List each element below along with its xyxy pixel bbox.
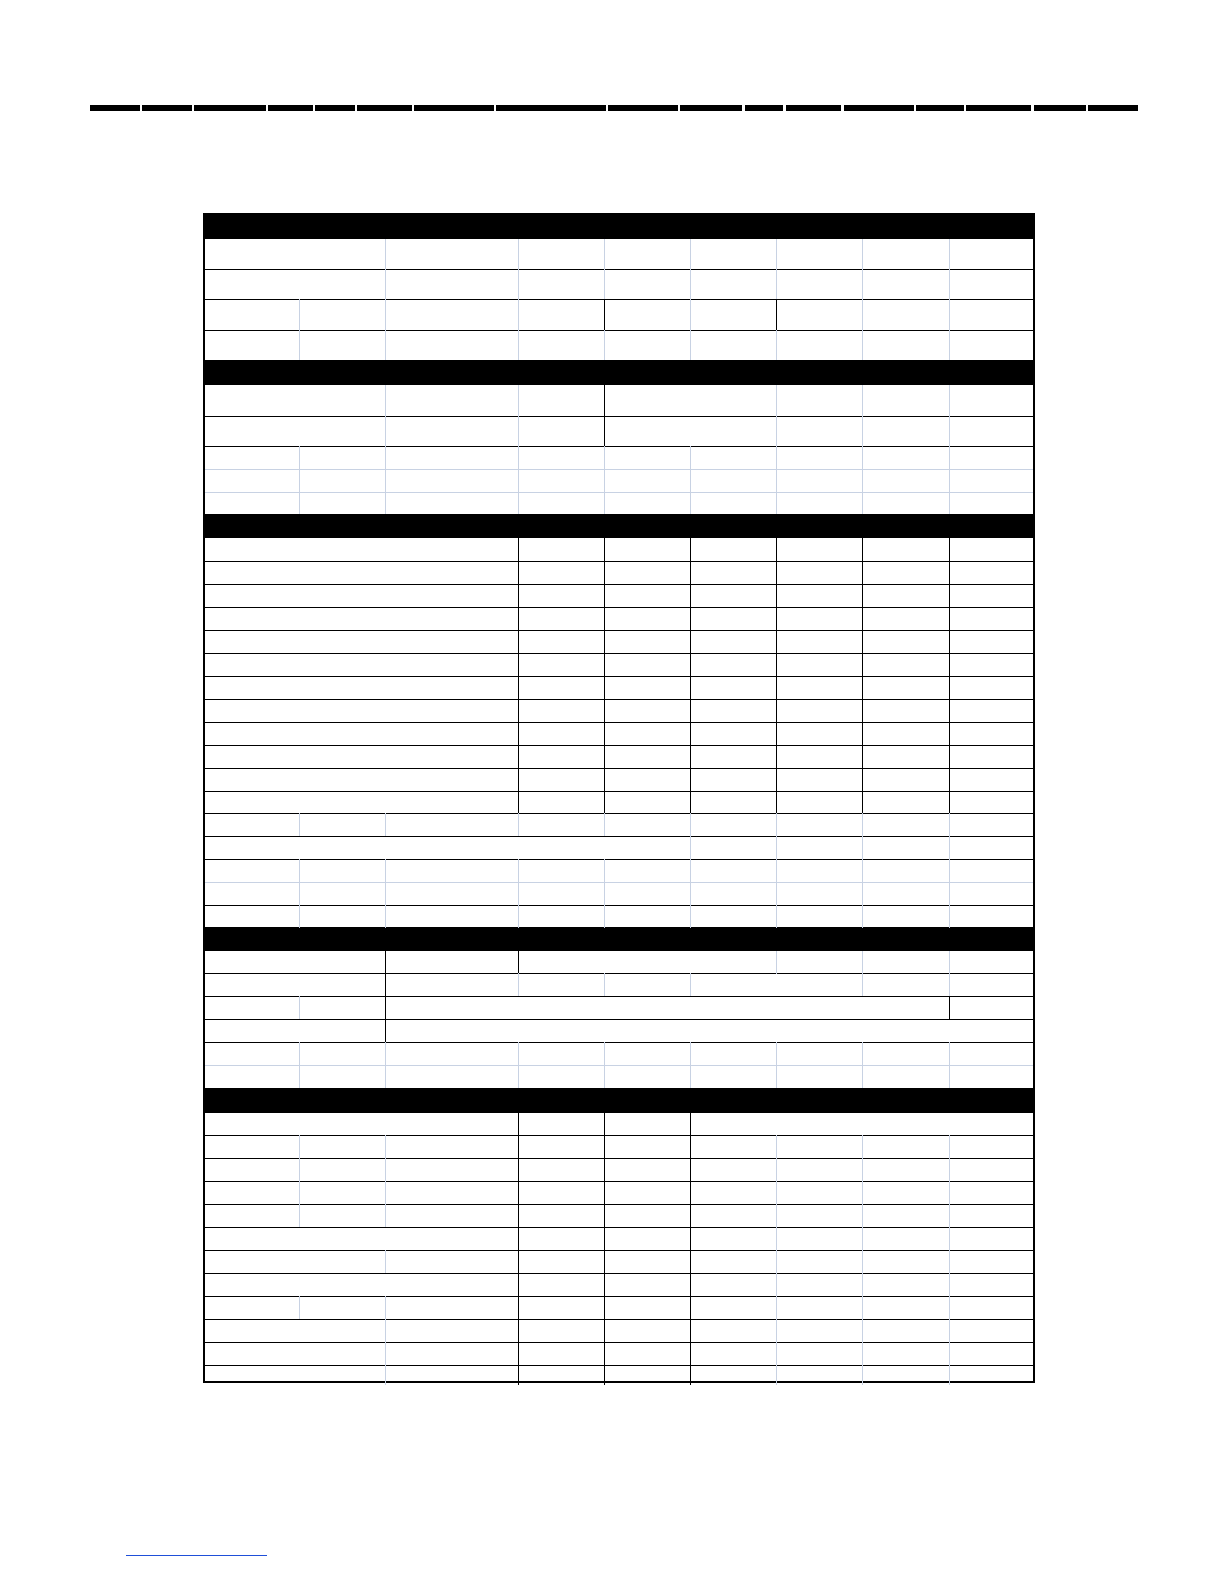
form-table <box>203 213 1035 1383</box>
row-divider <box>205 973 1033 974</box>
column-divider <box>862 973 863 996</box>
title-dash <box>268 105 313 111</box>
column-divider <box>862 859 863 928</box>
section-band <box>205 1088 1033 1113</box>
row-divider <box>205 882 1033 883</box>
column-divider <box>604 859 605 928</box>
column-divider <box>862 951 863 974</box>
row-divider <box>205 561 1033 562</box>
column-divider <box>949 813 950 836</box>
column-divider <box>690 1113 691 1385</box>
column-divider <box>604 1113 605 1385</box>
row-divider <box>205 492 1033 493</box>
column-divider <box>518 446 519 514</box>
page-title-bar <box>90 105 1138 111</box>
title-dash <box>1088 105 1138 111</box>
column-divider <box>604 973 605 996</box>
column-divider <box>949 239 950 360</box>
column-divider <box>299 1296 300 1319</box>
column-divider <box>949 836 950 859</box>
row-divider <box>205 859 1033 860</box>
row-divider <box>205 1365 1033 1366</box>
column-divider <box>776 813 777 836</box>
row-divider <box>205 1065 1033 1066</box>
column-divider <box>299 446 300 514</box>
column-divider <box>299 813 300 836</box>
title-dash <box>966 105 1031 111</box>
row-divider <box>205 1181 1033 1182</box>
row-divider <box>205 1158 1033 1159</box>
column-divider <box>604 446 605 514</box>
column-divider <box>949 951 950 974</box>
column-divider <box>385 1135 386 1227</box>
column-divider <box>518 385 519 447</box>
row-divider <box>205 745 1033 746</box>
row-divider <box>205 653 1033 654</box>
column-divider <box>299 299 300 360</box>
row-divider <box>205 1019 1033 1020</box>
column-divider <box>949 1042 950 1088</box>
row-divider <box>205 299 1033 300</box>
column-divider <box>862 836 863 859</box>
column-divider <box>518 951 519 974</box>
column-divider <box>385 239 386 360</box>
column-divider <box>690 239 691 360</box>
row-divider <box>205 836 1033 837</box>
row-divider <box>205 584 1033 585</box>
column-divider <box>776 859 777 928</box>
column-divider <box>862 813 863 836</box>
row-divider <box>205 1273 1033 1274</box>
row-divider <box>205 813 1033 814</box>
title-dash <box>496 105 606 111</box>
title-dash <box>680 105 742 111</box>
section-band <box>205 215 1033 239</box>
row-divider <box>205 607 1033 608</box>
column-divider <box>604 1042 605 1088</box>
section-band <box>205 360 1033 385</box>
row-divider <box>205 699 1033 700</box>
column-divider <box>949 859 950 928</box>
column-divider <box>385 446 386 514</box>
column-divider <box>776 836 777 859</box>
column-divider <box>862 1135 863 1385</box>
column-divider <box>690 973 691 996</box>
column-divider <box>299 1135 300 1227</box>
row-divider <box>205 768 1033 769</box>
column-divider <box>299 859 300 928</box>
column-divider <box>604 299 605 330</box>
column-divider <box>862 1042 863 1088</box>
row-divider <box>205 905 1033 906</box>
column-divider <box>862 385 863 447</box>
row-divider <box>205 1227 1033 1228</box>
row-divider <box>205 269 1033 270</box>
footer-link[interactable] <box>126 1555 267 1556</box>
title-dash <box>844 105 914 111</box>
column-divider <box>385 859 386 928</box>
row-divider <box>205 676 1033 677</box>
column-divider <box>518 973 519 996</box>
column-divider <box>385 1042 386 1088</box>
column-divider <box>776 1042 777 1088</box>
row-divider <box>205 1296 1033 1297</box>
column-divider <box>949 996 950 1019</box>
column-divider <box>604 538 605 814</box>
row-divider <box>205 1250 1033 1251</box>
column-divider <box>776 1135 777 1385</box>
column-divider <box>299 996 300 1019</box>
title-dash <box>315 105 355 111</box>
row-divider <box>205 630 1033 631</box>
row-divider <box>205 446 1033 447</box>
column-divider <box>776 299 777 330</box>
row-divider <box>205 330 1033 331</box>
column-divider <box>518 538 519 814</box>
column-divider <box>385 385 386 447</box>
column-divider <box>385 1296 386 1385</box>
column-divider <box>776 385 777 447</box>
column-divider <box>949 1135 950 1385</box>
row-divider <box>205 791 1033 792</box>
column-divider <box>518 239 519 360</box>
column-divider <box>949 538 950 814</box>
column-divider <box>862 538 863 814</box>
row-divider <box>205 1319 1033 1320</box>
row-divider <box>205 1042 1033 1043</box>
title-dash <box>142 105 192 111</box>
title-dash <box>786 105 841 111</box>
column-divider <box>776 446 777 514</box>
column-divider <box>690 446 691 514</box>
title-dash <box>916 105 964 111</box>
column-divider <box>299 1042 300 1088</box>
row-divider <box>205 1204 1033 1205</box>
column-divider <box>518 1113 519 1385</box>
column-divider <box>776 951 777 974</box>
column-divider <box>604 385 605 447</box>
column-divider <box>385 1250 386 1273</box>
column-divider <box>518 859 519 928</box>
title-dash <box>357 105 412 111</box>
title-dash <box>414 105 494 111</box>
row-divider <box>205 469 1033 470</box>
column-divider <box>385 813 386 836</box>
column-divider <box>690 538 691 814</box>
column-divider <box>949 385 950 447</box>
row-divider <box>205 1342 1033 1343</box>
column-divider <box>949 973 950 996</box>
title-dash <box>745 105 783 111</box>
title-dash <box>194 105 266 111</box>
column-divider <box>862 446 863 514</box>
title-dash <box>90 105 140 111</box>
column-divider <box>518 813 519 836</box>
column-divider <box>604 813 605 836</box>
column-divider <box>690 813 691 836</box>
column-divider <box>385 951 386 1043</box>
column-divider <box>949 446 950 514</box>
column-divider <box>862 239 863 360</box>
row-divider <box>205 996 1033 997</box>
section-band <box>205 927 1033 951</box>
row-divider <box>205 1135 1033 1136</box>
title-dash <box>608 105 678 111</box>
column-divider <box>776 538 777 814</box>
column-divider <box>690 836 691 859</box>
column-divider <box>690 859 691 928</box>
section-band <box>205 514 1033 538</box>
column-divider <box>690 1042 691 1088</box>
column-divider <box>518 1042 519 1088</box>
title-dash <box>1034 105 1086 111</box>
row-divider <box>205 416 1033 417</box>
row-divider <box>205 722 1033 723</box>
